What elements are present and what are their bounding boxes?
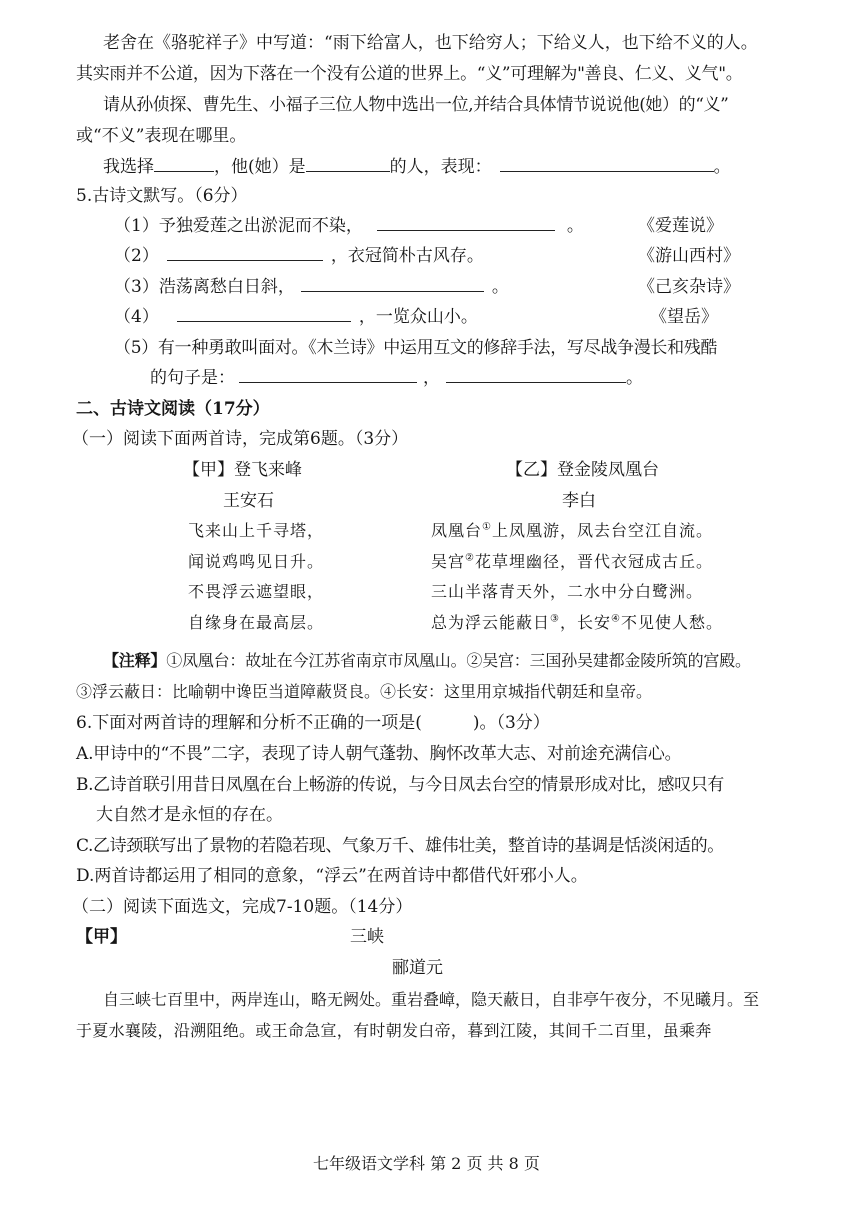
q5-item-5-line-1: （5）有一种勇敢叫面对。《木兰诗》中运用互文的修辞手法，写尽战争漫长和残酷	[114, 338, 718, 358]
passage-title: 三峡	[350, 927, 384, 947]
notes-line-1-text: ①凤凰台：故址在今江苏省南京市凤凰山。②吴宫：三国孙吴建都金陵所筑的宫殿。	[166, 651, 751, 670]
performance-blank[interactable]	[500, 170, 714, 172]
poem-yi-line-2	[431, 552, 713, 571]
q5-item-3-text: （3）浩荡离愁白日斜，	[114, 277, 295, 297]
q5-item-5-blank-1[interactable]	[239, 381, 417, 383]
poem-yi-line-4-b: ，长安	[559, 613, 611, 632]
q5-item-4-blank[interactable]	[177, 320, 351, 322]
notes-line-1	[103, 651, 751, 670]
poem-yi-line-4-c: 不见使人愁。	[620, 613, 723, 632]
intro-line-1: 老舍在《骆驼祥子》中写道：“雨下给富人，也下给穷人；下给义人，也下给不义的人。	[103, 33, 758, 53]
answer-mid: ，他(她）是	[214, 157, 306, 177]
footnote-marker-3: ③	[550, 613, 560, 625]
intro-line-3: 请从孙侦探、曹先生、小福子三位人物中选出一位,并结合具体情节说说他(她）的“义”	[103, 95, 729, 115]
part-2-jia-label: 【甲】	[76, 927, 127, 947]
q6-option-b-line-2: 大自然才是永恒的存在。	[96, 805, 283, 825]
part-2-heading: （二）阅读下面选文，完成7-10题。（14分）	[72, 897, 413, 917]
q5-item-4-text: ，一览众山小。	[358, 307, 478, 327]
q6-stem: 6.下面对两首诗的理解和分析不正确的一项是( )。（3分）	[76, 713, 550, 733]
poem-jia-line-4: 自缘身在最高层。	[188, 613, 325, 632]
q5-item-2-text: ，衣冠简朴古风存。	[330, 246, 484, 266]
footnote-marker-2: ②	[465, 552, 475, 564]
q6-option-b-line-1: B.乙诗首联引用昔日凤凰在台上畅游的传说，与今日凤去台空的情景形成对比，感叹只有	[76, 775, 724, 795]
q5-item-1-end: 。	[566, 216, 584, 236]
q5-item-3-end: 。	[491, 277, 509, 297]
passage-author: 郦道元	[392, 958, 443, 978]
section-2-heading: 二、古诗文阅读（17分）	[76, 399, 270, 419]
poem-yi-author: 李白	[562, 491, 596, 511]
character-blank[interactable]	[154, 170, 214, 172]
answer-end: 。	[713, 157, 731, 177]
q5-item-5-line-2	[150, 368, 643, 388]
page-footer: 七年级语文学科 第 2 页 共 8 页	[313, 1154, 540, 1173]
poem-yi-line-3: 三山半落青天外，二水中分白鹭洲。	[431, 582, 704, 601]
footnote-marker-1: ①	[482, 521, 492, 533]
q5-item-4-source: 《望岳》	[650, 307, 718, 327]
q5-item-4-num: （4）	[114, 307, 159, 327]
q5-item-2-num: （2）	[114, 246, 159, 266]
q5-item-1-source: 《爱莲说》	[638, 216, 723, 236]
footnote-marker-4: ④	[611, 613, 621, 625]
passage-line-2: 于夏水襄陵，沿溯阻绝。或王命急宣，有时朝发白帝，暮到江陵，其间千二百里，虽乘奔	[76, 1021, 712, 1040]
poem-yi-line-1	[431, 521, 713, 540]
section-2-part-1: （一）阅读下面两首诗，完成第6题。（3分）	[72, 429, 409, 449]
poem-yi-line-1-b: 上凤凰游，凤去台空江自流。	[491, 521, 713, 540]
q5-item-5-comma: ，	[423, 368, 440, 388]
passage-line-1: 自三峡七百里中，两岸连山，略无阙处。重岩叠嶂，隐天蔽日，自非亭午夜分，不见曦月。至	[103, 990, 760, 1009]
q5-item-3	[114, 277, 509, 297]
poem-yi-line-4	[431, 613, 723, 632]
poem-jia-line-2: 闻说鸡鸣见日升。	[188, 552, 325, 571]
q5-item-1	[114, 216, 584, 236]
poem-yi-line-4-a: 总为浮云能蔽日	[431, 613, 551, 632]
poem-jia-title: 【甲】登飞来峰	[183, 460, 302, 480]
answer-line	[103, 157, 731, 177]
poem-yi-line-2-b: 花草埋幽径，晋代衣冠成古丘。	[474, 552, 713, 571]
answer-mid-2: 的人，表现：	[389, 157, 492, 177]
poem-jia-line-3: 不畏浮云遮望眼，	[188, 582, 325, 601]
q5-item-5-prefix: 的句子是：	[150, 368, 235, 388]
poem-yi-line-1-a: 凤凰台	[431, 521, 483, 540]
q5-item-4	[114, 307, 478, 327]
q5-item-3-source: 《己亥杂诗》	[638, 277, 740, 297]
q6-option-c: C.乙诗颈联写出了景物的若隐若现、气象万千、雄伟壮美，整首诗的基调是恬淡闲适的。	[76, 836, 724, 856]
q5-item-3-blank[interactable]	[301, 290, 484, 292]
q5-item-2	[114, 246, 484, 266]
q5-item-1-text: （1）予独爱莲之出淤泥而不染，	[114, 216, 363, 236]
intro-line-4: 或“不义”表现在哪里。	[76, 126, 247, 146]
notes-label: 【注释】	[103, 651, 167, 670]
notes-line-2: ③浮云蔽日：比喻朝中谗臣当道障蔽贤良。④长安：这里用京城指代朝廷和皇帝。	[76, 682, 653, 701]
q5-item-2-source: 《游山西村》	[638, 246, 740, 266]
q6-option-a: A.甲诗中的“不畏”二字，表现了诗人朝气蓬勃、胸怀改革大志、对前途充满信心。	[76, 744, 682, 764]
q5-heading: 5.古诗文默写。（6分）	[76, 186, 248, 206]
poem-jia-line-1: 飞来山上千寻塔，	[188, 521, 325, 540]
trait-blank[interactable]	[306, 170, 390, 172]
poem-jia-author: 王安石	[223, 491, 274, 511]
q5-item-5-blank-2[interactable]	[446, 381, 626, 383]
q5-item-2-blank[interactable]	[167, 259, 323, 261]
q5-item-1-blank[interactable]	[377, 229, 555, 231]
poem-yi-title: 【乙】登金陵凤凰台	[506, 460, 659, 480]
poem-yi-line-2-a: 吴宫	[431, 552, 466, 571]
intro-line-2: 其实雨并不公道，因为下落在一个没有公道的世界上。“义”可理解为"善良、仁义、义气"。	[76, 64, 743, 84]
q5-item-5-end: 。	[626, 368, 643, 388]
answer-prefix: 我选择	[103, 157, 154, 177]
q6-option-d: D.两首诗都运用了相同的意象，“浮云”在两首诗中都借代奸邪小人。	[76, 866, 588, 886]
